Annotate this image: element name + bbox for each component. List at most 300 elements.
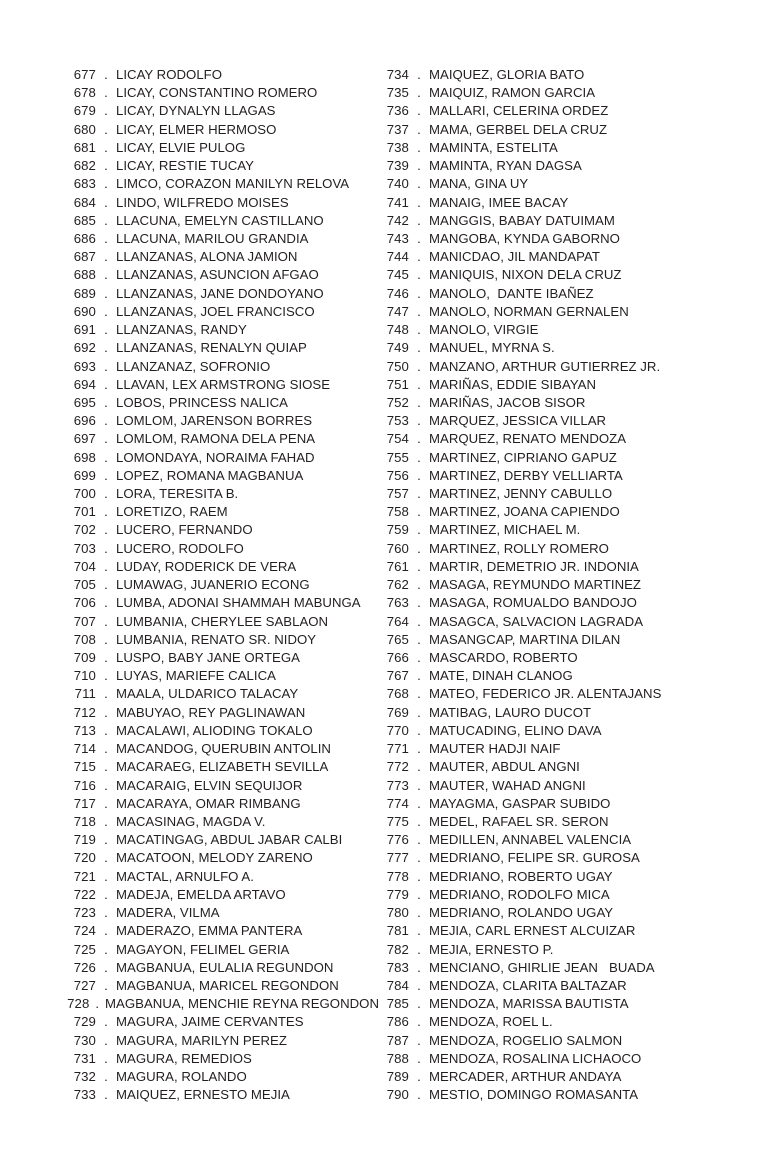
list-item-separator: . [104,1032,108,1048]
list-item-name: MENDOZA, ROSALINA LICHAOCO [429,1050,642,1066]
list-item-name: MASCARDO, ROBERTO [429,650,578,665]
list-item-name: LLANZANAS, ALONA JAMION [116,249,298,265]
list-item-name: MENDOZA, ROGELIO SALMON [429,1032,623,1048]
list-item-separator: . [417,1069,421,1085]
list-item-name: MAUTER, WAHAD ANGNI [429,777,586,793]
list-item-name: MAGBANUA, MARICEL REGONDON [116,977,339,993]
list-item [379,157,709,175]
list-item [66,121,379,139]
list-item-number: 782 [386,941,409,957]
list-item [66,376,379,394]
list-item-name: LUCERO, RODOLFO [116,540,244,556]
list-item-separator: . [104,759,108,775]
list-item-separator: . [104,886,108,902]
list-item [66,995,379,1013]
list-item-number: 774 [386,795,409,811]
list-item-number: 781 [386,923,409,939]
list-item-number: 679 [73,103,96,119]
list-item [379,685,709,703]
list-item-number: 737 [386,121,409,137]
list-item-number: 727 [73,977,96,993]
list-item-number: 765 [386,631,409,647]
list-item [66,394,379,412]
list-item-separator: . [417,139,421,155]
list-item-separator: . [417,67,421,82]
name-list-columns [0,66,768,1104]
list-item-name: LLANZANAS, JOEL FRANCISCO [116,303,315,319]
list-item-number: 691 [73,322,96,338]
list-item-name: MEDEL, RAFAEL SR. SERON [429,813,609,829]
list-item [66,758,379,776]
list-item-name: LICAY, RESTIE TUCAY [116,158,254,174]
list-item-number: 749 [386,340,409,356]
list-item-name: MAGURA, ROLANDO [116,1069,247,1085]
list-item-number: 718 [73,813,96,829]
list-item [379,740,709,758]
list-item [66,1050,379,1068]
list-item-number: 711 [74,686,96,702]
list-item-name: MASAGA, ROMUALDO BANDOJO [429,595,637,611]
list-item [379,303,709,321]
list-item-number: 764 [386,613,409,629]
list-item-name: MARTINEZ, JOANA CAPIENDO [429,504,620,520]
list-item-name: MERCADER, ARTHUR ANDAYA [429,1069,622,1085]
list-item [379,813,709,831]
list-item-number: 784 [386,977,409,993]
list-item-separator: . [417,285,421,301]
list-item-name: LUDAY, RODERICK DE VERA [116,558,297,574]
list-item-separator: . [417,340,421,356]
list-item [66,558,379,576]
list-item-separator: . [417,996,421,1012]
list-item [379,430,709,448]
list-item-number: 732 [73,1069,96,1085]
list-item-number: 704 [73,558,96,574]
list-item [66,339,379,357]
list-item-separator: . [417,977,421,993]
list-item [379,321,709,339]
list-item-name: MADERA, VILMA [116,905,220,921]
list-item-separator: . [104,413,108,429]
list-item-name: MAMINTA, RYAN DAGSA [429,158,582,174]
list-item-number: 757 [386,486,409,502]
list-item-number: 771 [386,741,409,757]
list-item-separator: . [104,631,108,647]
list-item-separator: . [417,795,421,811]
list-item-number: 710 [73,668,96,684]
list-item [66,831,379,849]
list-item [379,941,709,959]
list-item [66,321,379,339]
list-item [379,959,709,977]
list-item-number: 709 [73,650,96,665]
list-item-number: 721 [73,868,96,884]
list-item [66,1086,379,1104]
list-item-name: LICAY, ELMER HERMOSO [116,121,277,137]
list-item-name: MANZANO, ARTHUR GUTIERREZ JR. [429,358,661,374]
list-item-name: MARQUEZ, JESSICA VILLAR [429,413,607,429]
list-item-number: 786 [386,1014,409,1030]
list-item [66,1013,379,1031]
list-item-number: 769 [386,704,409,720]
list-item-separator: . [104,67,108,82]
list-item-number: 748 [386,322,409,338]
list-item-number: 725 [73,941,96,957]
list-item-separator: . [104,558,108,574]
list-item-number: 686 [73,230,96,246]
list-item-separator: . [104,668,108,684]
list-item-number: 767 [386,668,409,684]
list-item [379,1032,709,1050]
list-item-separator: . [417,486,421,502]
list-item [66,303,379,321]
list-item-number: 744 [386,249,409,265]
list-item-name: MACATOON, MELODY ZARENO [116,850,313,866]
list-item [66,102,379,120]
list-item-number: 688 [73,267,96,283]
list-item-name: LLANZANAS, JANE DONDOYANO [116,285,324,301]
list-item-separator: . [417,722,421,738]
list-item-separator: . [417,868,421,884]
list-item [379,722,709,740]
list-item-separator: . [417,376,421,392]
list-item-number: 728 [67,996,90,1012]
list-item-separator: . [104,139,108,155]
list-item [379,1068,709,1086]
list-item-number: 776 [386,832,409,848]
list-item [379,558,709,576]
list-item-number: 677 [73,67,96,82]
list-item [379,540,709,558]
list-item [379,704,709,722]
list-item-separator: . [104,249,108,265]
list-item-name: MANAIG, IMEE BACAY [429,194,569,210]
list-item-separator: . [417,577,421,593]
list-item-separator: . [104,832,108,848]
list-item-separator: . [104,850,108,866]
list-item [379,339,709,357]
list-item-number: 712 [73,704,96,720]
list-item [379,248,709,266]
list-item-name: MARTINEZ, JENNY CABULLO [429,486,613,502]
list-item-separator: . [417,813,421,829]
list-item-name: MEDRIANO, RODOLFO MICA [429,886,610,902]
list-item-number: 731 [73,1050,96,1066]
list-item [66,503,379,521]
list-item [379,285,709,303]
list-item-separator: . [104,795,108,811]
list-item [66,285,379,303]
list-item [66,922,379,940]
list-item-name: MACANDOG, QUERUBIN ANTOLIN [116,741,331,757]
list-item-number: 736 [386,103,409,119]
list-item [379,849,709,867]
list-item-number: 779 [386,886,409,902]
list-item-separator: . [104,449,108,465]
list-item-separator: . [417,631,421,647]
list-item-name: MAGBANUA, EULALIA REGUNDON [116,959,334,975]
list-item-number: 713 [73,722,96,738]
list-item-number: 730 [73,1032,96,1048]
list-item-name: LUMBANIA, RENATO SR. NIDOY [116,631,317,647]
list-item-name: MACALAWI, ALIODING TOKALO [116,722,313,738]
list-item-number: 770 [386,722,409,738]
list-item [379,594,709,612]
list-item-name: MAMA, GERBEL DELA CRUZ [429,121,608,137]
list-item-separator: . [104,504,108,520]
list-item-name: MADERAZO, EMMA PANTERA [116,923,303,939]
list-item-separator: . [417,249,421,265]
list-item-name: LICAY, ELVIE PULOG [116,139,246,155]
list-item-name: MARTIR, DEMETRIO JR. INDONIA [429,558,639,574]
list-item-name: MENCIANO, GHIRLIE JEAN BUADA [429,959,655,975]
list-item-number: 787 [386,1032,409,1048]
list-item [379,631,709,649]
list-item-name: LOMLOM, RAMONA DELA PENA [116,431,316,447]
list-item [379,886,709,904]
list-item-number: 739 [386,158,409,174]
list-item-number: 747 [386,303,409,319]
list-item-separator: . [104,704,108,720]
list-item-number: 756 [386,467,409,483]
list-item-name: LINDO, WILFREDO MOISES [116,194,289,210]
list-item-number: 707 [73,613,96,629]
list-item-number: 762 [386,577,409,593]
list-item-separator: . [104,394,108,410]
list-item [379,1050,709,1068]
list-item-separator: . [417,1050,421,1066]
list-item-name: LIMCO, CORAZON MANILYN RELOVA [116,176,350,192]
list-item-number: 740 [386,176,409,192]
list-item-number: 745 [386,267,409,283]
list-item [66,631,379,649]
list-item [379,139,709,157]
list-item-name: MAYAGMA, GASPAR SUBIDO [429,795,611,811]
list-item-number: 684 [73,194,96,210]
list-item [379,121,709,139]
list-item [379,449,709,467]
list-item-number: 726 [73,959,96,975]
list-item [66,1032,379,1050]
list-item-separator: . [417,850,421,866]
list-item-separator: . [417,686,421,702]
list-item-number: 742 [386,212,409,228]
list-item-separator: . [417,467,421,483]
list-item-name: MACARAIG, ELVIN SEQUIJOR [116,777,303,793]
list-item-number: 753 [386,413,409,429]
list-item-name: MAGBANUA, MENCHIE REYNA REGONDON [105,996,379,1012]
list-item [66,412,379,430]
list-item-separator: . [417,85,421,101]
list-item [66,430,379,448]
list-item-name: MEJIA, CARL ERNEST ALCUIZAR [429,923,636,939]
list-item-name: MALLARI, CELERINA ORDEZ [429,103,609,119]
list-item-separator: . [417,522,421,538]
list-item-number: 685 [73,212,96,228]
list-item-separator: . [104,686,108,702]
list-item [379,922,709,940]
list-item-number: 783 [386,959,409,975]
list-item-name: MARTINEZ, CIPRIANO GAPUZ [429,449,617,465]
list-item-separator: . [417,121,421,137]
list-item-name: MANICDAO, JIL MANDAPAT [429,249,600,265]
list-item-number: 698 [73,449,96,465]
list-item-separator: . [417,941,421,957]
list-item-number: 687 [73,249,96,265]
list-item-separator: . [104,777,108,793]
list-item-separator: . [417,322,421,338]
list-item-name: MACATINGAG, ABDUL JABAR CALBI [116,832,343,848]
list-item-separator: . [417,905,421,921]
list-item [379,503,709,521]
list-item-number: 717 [73,795,96,811]
list-item-name: MATEO, FEDERICO JR. ALENTAJANS [429,686,662,702]
list-item [379,613,709,631]
list-item-number: 775 [386,813,409,829]
list-item-number: 689 [73,285,96,301]
list-item-name: MAGAYON, FELIMEL GERIA [116,941,290,957]
list-item-name: MARQUEZ, RENATO MENDOZA [429,431,627,447]
list-item [66,266,379,284]
list-item [66,540,379,558]
list-item [66,66,379,84]
list-item-separator: . [104,868,108,884]
list-item [66,667,379,685]
list-item-name: MANIQUIS, NIXON DELA CRUZ [429,267,622,283]
list-item-name: LUMBA, ADONAI SHAMMAH MABUNGA [116,595,361,611]
list-item-name: MASAGA, REYMUNDO MARTINEZ [429,577,642,593]
list-item [379,376,709,394]
list-item-name: LOMLOM, JARENSON BORRES [116,413,313,429]
list-item-name: MARTINEZ, DERBY VELLIARTA [429,467,623,483]
list-item [66,449,379,467]
list-item-separator: . [417,504,421,520]
list-item [66,868,379,886]
list-item [379,66,709,84]
list-item-separator: . [104,522,108,538]
list-item [66,594,379,612]
list-item [379,777,709,795]
name-list-column-right [379,66,709,1104]
list-item-separator: . [417,267,421,283]
list-item [379,467,709,485]
list-item-separator: . [417,704,421,720]
list-item-number: 699 [73,467,96,483]
list-item-name: LICAY, DYNALYN LLAGAS [116,103,276,119]
list-item-separator: . [104,103,108,119]
list-item-name: LUMBANIA, CHERYLEE SABLAON [116,613,329,629]
list-item-name: MASANGCAP, MARTINA DILAN [429,631,621,647]
list-item-separator: . [104,959,108,975]
list-item-separator: . [417,1032,421,1048]
list-item-name: MAIQUEZ, GLORIA BATO [429,67,585,82]
list-item-number: 708 [73,631,96,647]
list-item-name: MABUYAO, REY PAGLINAWAN [116,704,306,720]
list-item-number: 706 [73,595,96,611]
list-item-separator: . [417,358,421,374]
list-item-number: 692 [73,340,96,356]
list-item-separator: . [417,832,421,848]
list-item-number: 755 [386,449,409,465]
list-item-name: MARTINEZ, MICHAEL M. [429,522,581,538]
list-item-number: 754 [386,431,409,447]
list-item-name: MARIÑAS, JACOB SISOR [429,394,586,410]
list-item [66,904,379,922]
list-item-name: MANOLO, VIRGIE [429,322,539,338]
list-item-separator: . [417,777,421,793]
list-item-separator: . [104,285,108,301]
list-item [379,649,709,667]
list-item-number: 716 [73,777,96,793]
list-item-separator: . [417,413,421,429]
list-item-number: 768 [386,686,409,702]
list-item-name: MAGURA, MARILYN PEREZ [116,1032,287,1048]
list-item-number: 772 [386,759,409,775]
list-item-separator: . [417,558,421,574]
list-item [379,995,709,1013]
list-item-name: MESTIO, DOMINGO ROMASANTA [429,1087,639,1103]
list-item-separator: . [104,650,108,665]
list-item [66,139,379,157]
list-item [379,194,709,212]
list-item-number: 724 [73,923,96,939]
list-item [379,394,709,412]
list-item [379,795,709,813]
list-item-number: 697 [73,431,96,447]
list-item-name: LUMAWAG, JUANERIO ECONG [116,577,310,593]
list-item-separator: . [104,941,108,957]
list-item-separator: . [417,103,421,119]
list-item-separator: . [104,230,108,246]
list-item-name: MARTINEZ, ROLLY ROMERO [429,540,609,556]
list-item-number: 719 [73,832,96,848]
list-item-separator: . [104,431,108,447]
list-item-separator: . [417,595,421,611]
list-item-number: 723 [73,905,96,921]
list-item-separator: . [104,85,108,101]
list-item [66,212,379,230]
list-item-separator: . [104,977,108,993]
list-item-separator: . [104,121,108,137]
list-item-separator: . [104,722,108,738]
list-item [66,941,379,959]
list-item [379,576,709,594]
list-item-name: LLANZANAS, RENALYN QUIAP [116,340,307,356]
list-item-name: MAUTER HADJI NAIF [429,741,561,757]
list-item-separator: . [95,996,100,1012]
list-item-separator: . [104,376,108,392]
list-item [379,904,709,922]
list-item-separator: . [417,540,421,556]
list-item-name: MANGGIS, BABAY DATUIMAM [429,212,615,228]
list-item-number: 773 [386,777,409,793]
list-item-number: 750 [386,358,409,374]
list-item-number: 703 [73,540,96,556]
list-item-number: 761 [386,558,409,574]
list-item-number: 777 [386,850,409,866]
list-item [66,685,379,703]
list-item-number: 729 [73,1014,96,1030]
list-item [66,194,379,212]
list-item-name: MAMINTA, ESTELITA [429,139,558,155]
list-item-separator: . [104,923,108,939]
list-item [66,740,379,758]
list-item-name: LLACUNA, EMELYN CASTILLANO [116,212,324,228]
list-item-number: 743 [386,230,409,246]
list-item-separator: . [417,158,421,174]
list-item-separator: . [104,1087,108,1103]
list-item-number: 733 [73,1087,96,1103]
